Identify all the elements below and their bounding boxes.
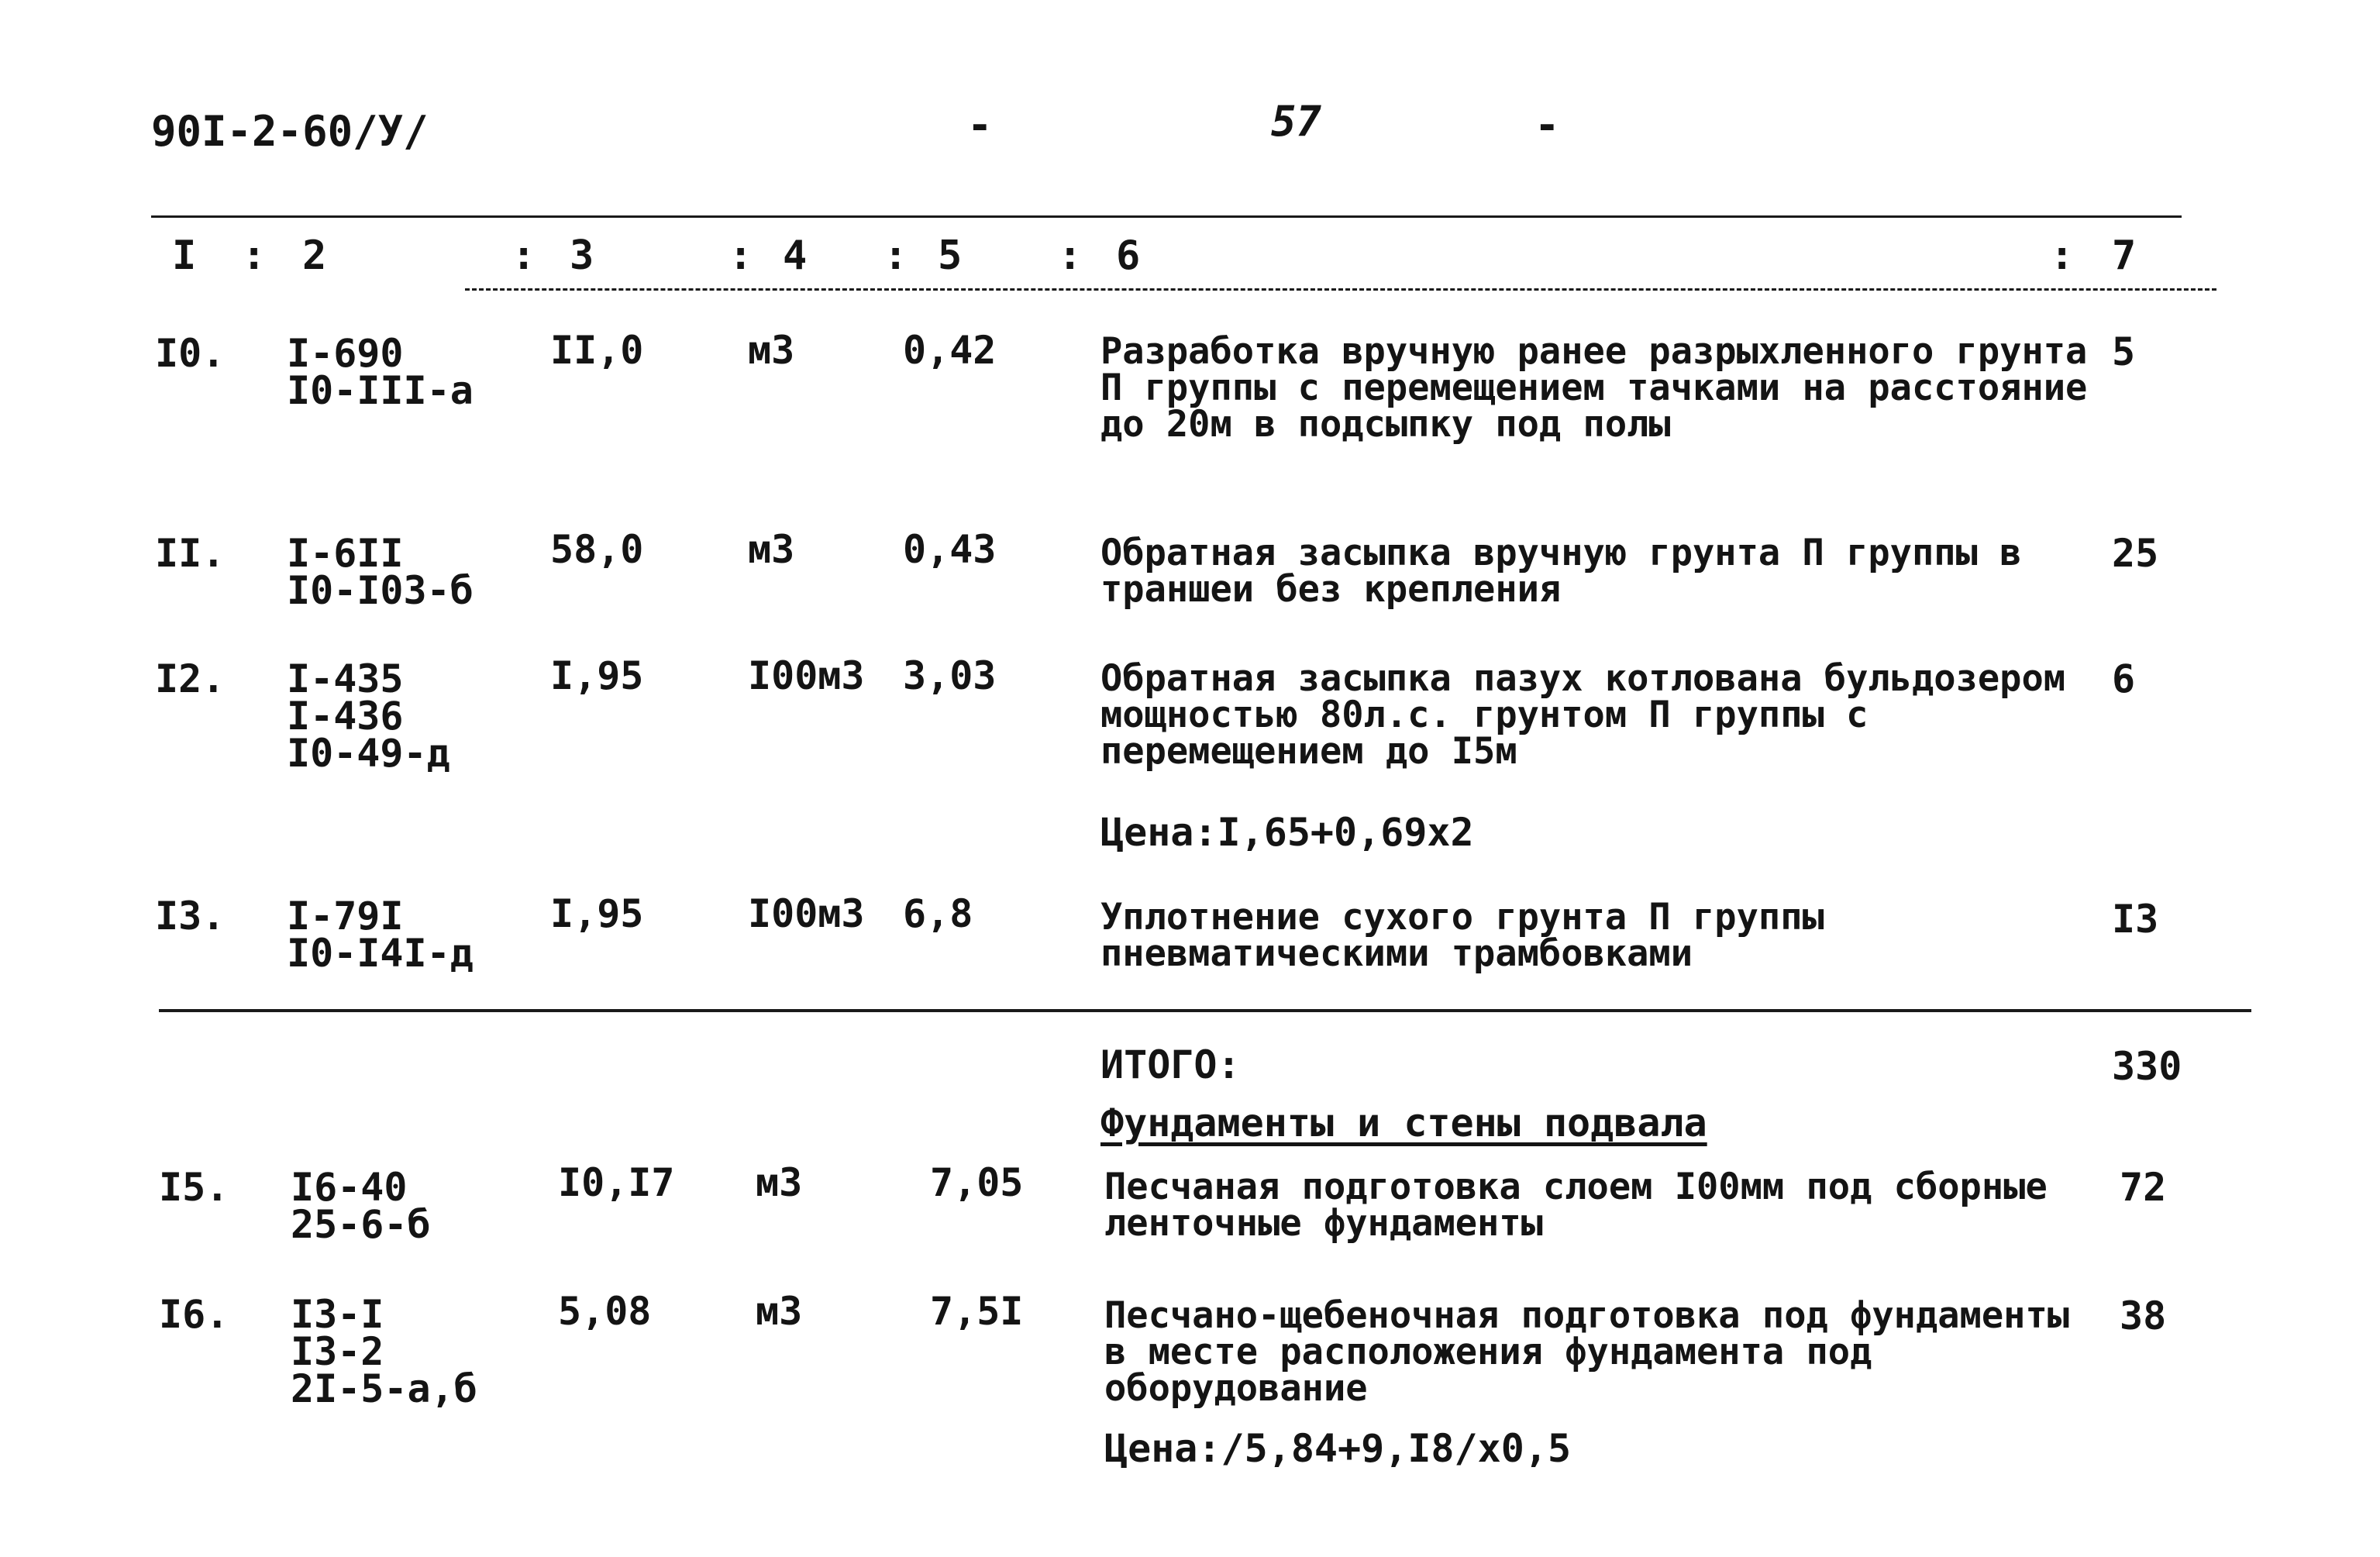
row-unit: м3 [756, 1289, 803, 1334]
row-code: I0-49-д [287, 731, 450, 776]
row-price: 6,8 [903, 891, 973, 936]
row-code: I0-I03-б [287, 568, 474, 613]
row-code: I3-2 [291, 1329, 384, 1374]
row-number: I0. [155, 331, 226, 376]
col-sep-6: : [2050, 233, 2075, 279]
col-header-2: 2 [302, 233, 327, 279]
row-unit: м3 [748, 527, 795, 572]
col-header-3: 3 [570, 233, 594, 279]
row-code: I-690 [287, 331, 404, 376]
col-sep-5: : [1058, 233, 1083, 279]
row-unit: I00м3 [748, 891, 865, 936]
row-total: 5 [2112, 329, 2136, 374]
row-code: 25-6-б [291, 1202, 431, 1247]
summary-label: ИТОГО: [1100, 1042, 1241, 1087]
row-description: Песчаная подготовка слоем I00мм под сборные ленточные фундаменты [1104, 1166, 2048, 1245]
row-unit: I00м3 [748, 653, 865, 698]
row-number: I3. [155, 894, 226, 939]
header-bottom-rule [465, 288, 2216, 291]
row-description: Обратная засыпка пазух котлована бульдозером мощностью 80л.с. грунтом П группы с перемещением до I5м [1100, 657, 2066, 773]
row-quantity: I,95 [550, 653, 644, 698]
row-total: 25 [2112, 531, 2159, 576]
row-code: I3-I [291, 1292, 384, 1337]
page-number: 57 [1271, 97, 1322, 146]
col-sep-2: : [511, 233, 536, 279]
col-sep-3: : [728, 233, 753, 279]
table-top-rule [151, 215, 2182, 218]
row-number: I6. [159, 1292, 229, 1337]
row-unit: м3 [748, 328, 795, 373]
row-number: I2. [155, 656, 226, 701]
summary-value: 330 [2112, 1044, 2182, 1089]
row-description: Разработка вручную ранее разрыхленного грунта П группы с перемещением тачками на расстояние до 20м в подсыпку под полы [1100, 330, 2088, 446]
row-code: I-436 [287, 694, 404, 739]
row-unit: м3 [756, 1160, 803, 1205]
row-code: I0-III-а [287, 368, 474, 413]
col-header-6: 6 [1116, 233, 1141, 279]
row-description: Обратная засыпка вручную грунта П группы в траншеи без крепления [1100, 532, 2022, 611]
row-code: I0-I4I-д [287, 931, 474, 976]
row-description: Уплотнение сухого грунта П группы пневматическими трамбовками [1100, 896, 1824, 975]
row-price: 7,5I [930, 1289, 1024, 1334]
row-quantity: 5,08 [558, 1289, 652, 1334]
row-code: 2I-5-а,б [291, 1366, 477, 1411]
row-total: 72 [2120, 1165, 2167, 1210]
page-dash-right: - [1534, 101, 1560, 150]
row-price: 0,42 [903, 328, 997, 373]
row-quantity: I,95 [550, 891, 644, 936]
row-code: I-79I [287, 894, 404, 939]
row-quantity: I0,I7 [558, 1160, 675, 1205]
col-header-4: 4 [783, 233, 808, 279]
col-sep-1: : [242, 233, 267, 279]
col-header-7: 7 [2112, 233, 2137, 279]
document-code: 90I-2-60/У/ [151, 107, 429, 156]
row-price-note: Цена:/5,84+9,I8/х0,5 [1104, 1426, 1572, 1471]
col-sep-4: : [883, 233, 908, 279]
row-total: 6 [2112, 656, 2136, 701]
row-code: I-6II [287, 531, 404, 576]
section-title: Фундаменты и стены подвала [1100, 1101, 1707, 1145]
row-code: I6-40 [291, 1165, 408, 1210]
row-number: II. [155, 531, 226, 576]
section-rule [159, 1009, 2251, 1012]
row-total: 38 [2120, 1293, 2167, 1338]
row-price: 0,43 [903, 527, 997, 572]
col-header-5: 5 [938, 233, 963, 279]
row-total: I3 [2112, 897, 2159, 942]
page-dash-left: - [967, 101, 993, 150]
row-number: I5. [159, 1165, 229, 1210]
row-price-note: Цена:I,65+0,69х2 [1100, 810, 1474, 855]
row-description: Песчано-щебеночная подготовка под фундаменты в месте расположения фундамента под оборудование [1104, 1294, 2070, 1410]
col-header-1: I [172, 233, 197, 279]
row-price: 3,03 [903, 653, 997, 698]
row-quantity: 58,0 [550, 527, 644, 572]
row-code: I-435 [287, 656, 404, 701]
row-price: 7,05 [930, 1160, 1024, 1205]
row-quantity: II,0 [550, 328, 644, 373]
